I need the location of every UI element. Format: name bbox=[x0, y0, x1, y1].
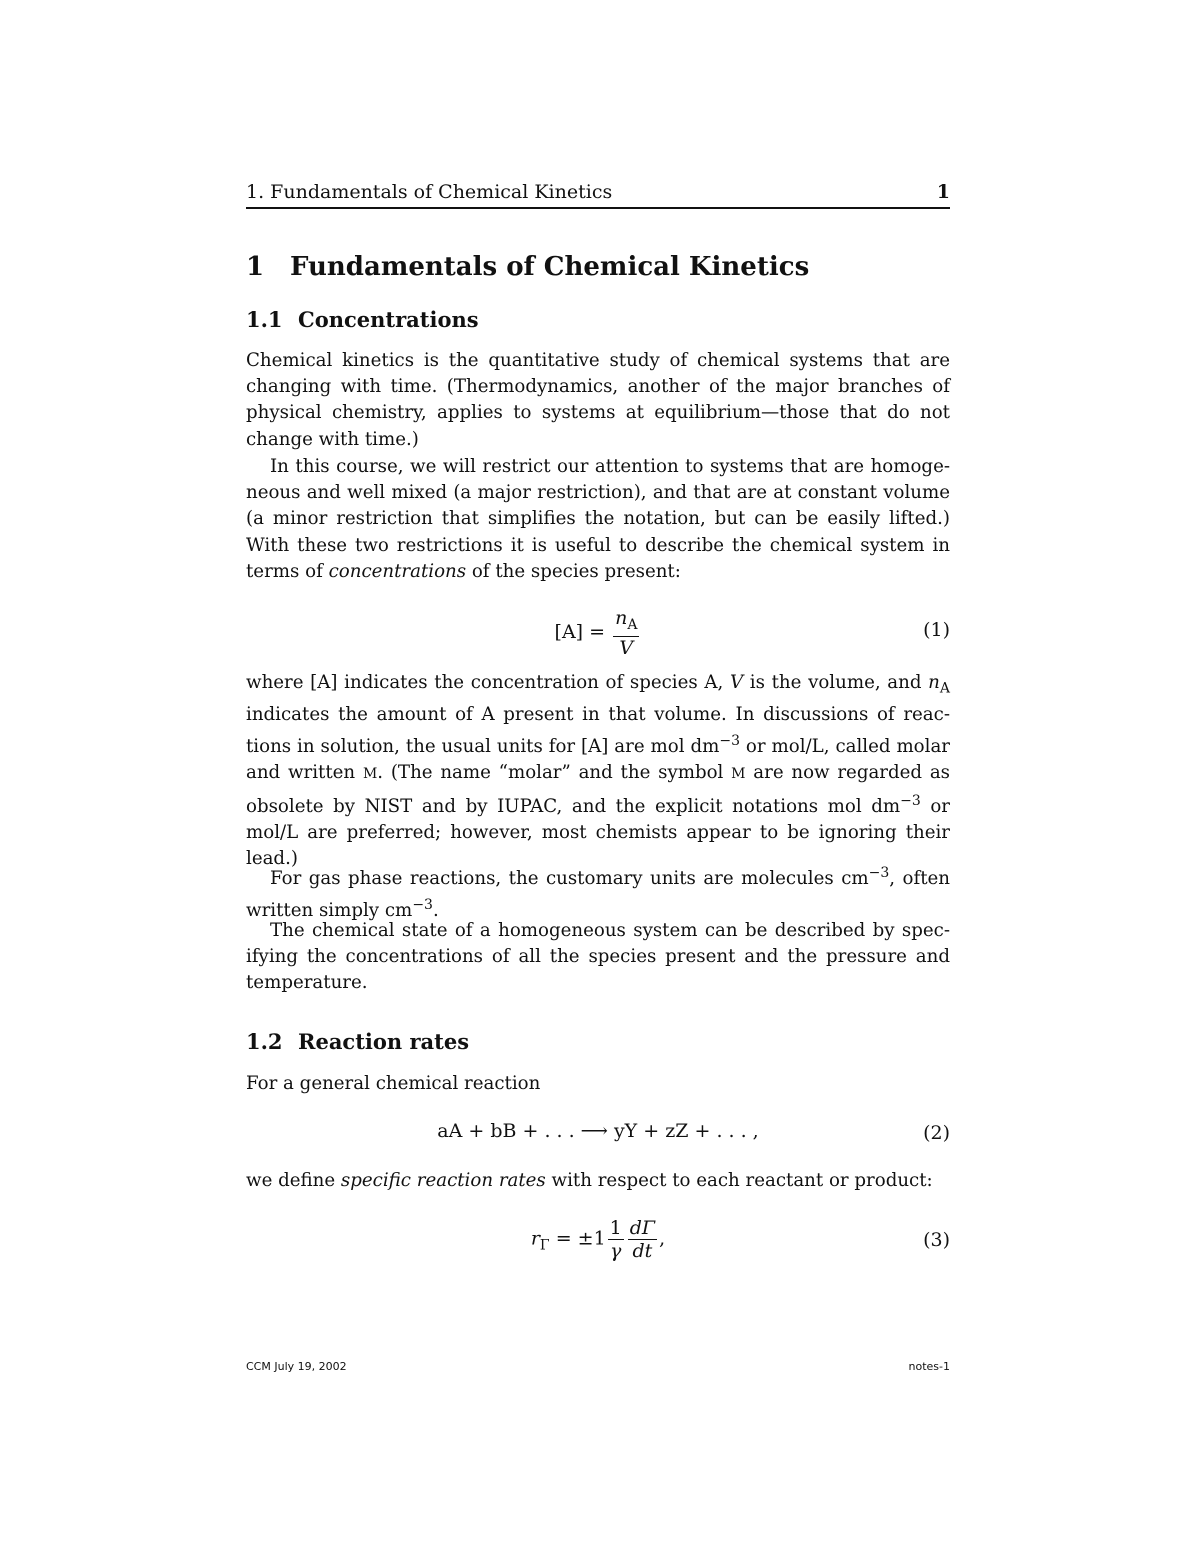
paragraph-intro: Chemical kinetics is the quantitative study of chemical systems that are changing with time. (Thermodynamics, another of the major branches of physical chemistry, applies to systems at equilibrium—those that do not change with time.) bbox=[246, 350, 950, 450]
equation-number: (2) bbox=[923, 1122, 950, 1144]
equation-2 bbox=[246, 1110, 950, 1160]
running-header bbox=[246, 181, 950, 209]
page-number: 1 bbox=[936, 181, 950, 203]
subsection-title: Reaction rates bbox=[298, 1029, 470, 1054]
eq3-equals: = ±1 bbox=[555, 1227, 606, 1250]
section-number: 1 bbox=[246, 252, 265, 282]
document-page bbox=[246, 0, 950, 1553]
running-header-title: 1. Fundamentals of Chemical Kinetics bbox=[246, 181, 613, 203]
footer-page-label: notes-1 bbox=[908, 1360, 950, 1373]
subsection-number: 1.1 bbox=[246, 307, 283, 332]
eq1-fraction: $\frac{n_A}{V}$ bbox=[615, 607, 638, 659]
eq1-lhs: [A] = bbox=[554, 620, 606, 643]
equation-number: (3) bbox=[923, 1229, 950, 1251]
paragraph-restrictions: In this course, we will restrict our attention to systems that are homogeneous and well mixed (a major restriction), and that are at constant volume (a minor restriction that simplifies the notation, but can be easily lifted.) With these two restrictions it is useful to describe the chemical system in terms of concentrations of the species present: bbox=[246, 456, 950, 582]
equation-1 bbox=[246, 607, 950, 657]
subsection-heading-concentrations bbox=[246, 307, 479, 332]
paragraph-chemical-state: The chemical state of a homogeneous system can be described by specifying the concentrations of all the species present and the pressure and temperature. bbox=[246, 920, 950, 994]
eq3-fraction-2: $\frac{d\Gamma}{dt}$ bbox=[629, 1217, 656, 1262]
equation-number: (1) bbox=[923, 619, 950, 641]
subsection-heading-reaction-rates bbox=[246, 1029, 469, 1054]
paragraph-gas-phase: For gas phase reactions, the customary units are molecules $cm^{-3}$, often written simply $cm^{-3}$. bbox=[246, 865, 950, 922]
eq3-fraction-1: $\frac{1}{\gamma}$ bbox=[609, 1217, 622, 1262]
footer-date: CCM July 19, 2002 bbox=[246, 1360, 347, 1373]
section-heading bbox=[246, 252, 809, 282]
eq2-body: aA + bB + . . . ⟶ yY + zZ + . . . , bbox=[437, 1120, 759, 1142]
page-footer bbox=[246, 1360, 950, 1373]
paragraph-general-reaction: For a general chemical reaction bbox=[246, 1073, 541, 1094]
equation-3: $r_\Gamma = \pm 1$ $\frac{1}{\gamma}$ $\frac{d\Gamma}{dt}$ , (3) bbox=[530, 1217, 950, 1262]
subsection-number: 1.2 bbox=[246, 1029, 283, 1054]
subsection-title: Concentrations bbox=[298, 307, 479, 332]
paragraph-specific-rates: we define specific reaction rates with respect to each reactant or product: bbox=[246, 1170, 933, 1191]
eq3-lhs: r bbox=[530, 1227, 540, 1250]
section-title: Fundamentals of Chemical Kinetics bbox=[290, 252, 810, 282]
paragraph-units: where [A] indicates the concentration of species A, V is the volume, and $n_A$ indicates the amount of A present in that volume. In discussions of reactions in solution, the usual units for [A] are mol $dm^{-3}$ or mol/L, called molar and written M. (The name “molar” and the symbol M are now regarded as obsolete by NIST and by IUPAC, and the explicit notations mol $dm^{-3}$ or mol/L are preferred; however, most chemists appear to be ignoring their lead.) bbox=[246, 672, 950, 869]
